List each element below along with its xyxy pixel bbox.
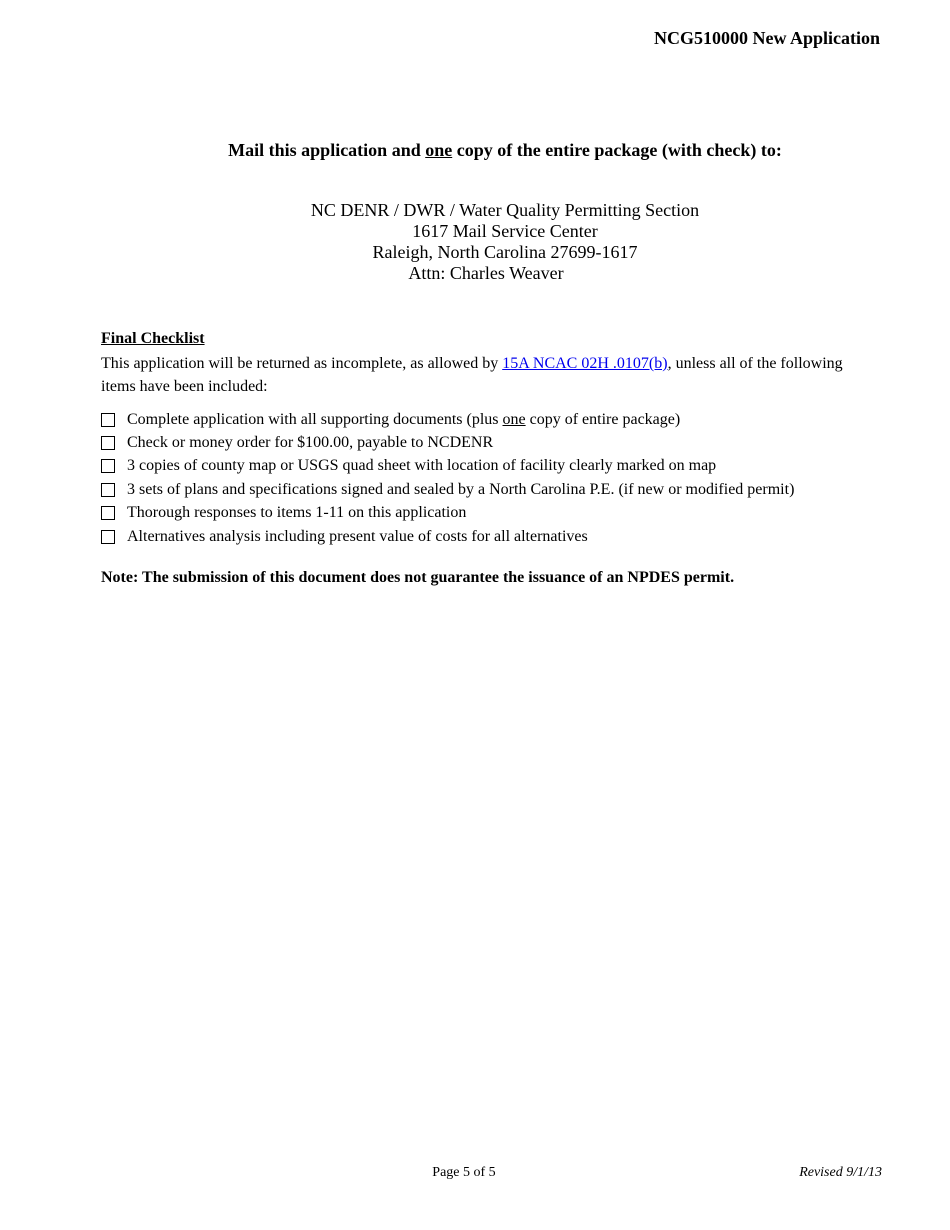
checklist-item-label: 3 copies of county map or USGS quad sheet with location of facility clearly marked on map (127, 457, 717, 475)
header-title: NCG510000 New Application (653, 28, 880, 48)
intro-text: This application will be returned as incomplete, as allowed by (101, 355, 503, 372)
mail-heading-text-end: copy of the entire package (with check) to: (452, 140, 782, 160)
checklist-item (101, 478, 881, 501)
item-text: Complete application with all supporting documents (plus (127, 410, 503, 428)
mailing-address (0, 200, 950, 284)
regulation-link[interactable]: 15A NCAC 02H .0107(b) (502, 355, 668, 372)
address-line: NC DENR / DWR / Water Quality Permitting Section (310, 200, 700, 220)
checklist-item (101, 502, 881, 525)
page-number: Page 5 of 5 (432, 1165, 496, 1180)
disclaimer-note: Note: The submission of this document does not guarantee the issuance of an NPDES permit. (101, 569, 735, 586)
checkbox[interactable] (101, 530, 115, 544)
checklist-item (101, 525, 881, 548)
checklist-item (101, 455, 881, 478)
address-line: 1617 Mail Service Center (412, 221, 598, 241)
checkbox[interactable] (101, 483, 115, 497)
checkbox[interactable] (101, 436, 115, 450)
mail-heading-emphasis: one (425, 140, 453, 160)
mail-heading-text: Mail this application and (228, 140, 426, 160)
checklist-item-label: Thorough responses to items 1-11 on this application (127, 504, 467, 522)
item-emphasis: one (502, 410, 526, 428)
checklist-item (101, 408, 881, 431)
checklist-item-label: Alternatives analysis including present value of costs for all alternatives (127, 527, 588, 545)
checkbox[interactable] (101, 459, 115, 473)
mail-heading (0, 140, 950, 161)
address-attn: Attn: Charles Weaver (408, 263, 564, 283)
checklist-item (101, 431, 881, 454)
checklist-item-label (127, 411, 680, 429)
revision-date: Revised 9/1/13 (799, 1165, 882, 1180)
intro-text-end: , unless all of the following items have been included: (101, 355, 843, 395)
checklist-intro (101, 352, 861, 398)
checklist-items (101, 408, 881, 548)
address-line: Raleigh, North Carolina 27699-1617 (372, 242, 638, 262)
checklist-item-label: Check or money order for $100.00, payable to NCDENR (127, 434, 494, 452)
checklist-title: Final Checklist (101, 330, 205, 347)
checklist-item-label: 3 sets of plans and specifications signed and sealed by a North Carolina P.E. (if new or modified permit) (127, 480, 795, 498)
checkbox[interactable] (101, 413, 115, 427)
checkbox[interactable] (101, 506, 115, 520)
item-text-end: copy of entire package) (525, 410, 681, 428)
